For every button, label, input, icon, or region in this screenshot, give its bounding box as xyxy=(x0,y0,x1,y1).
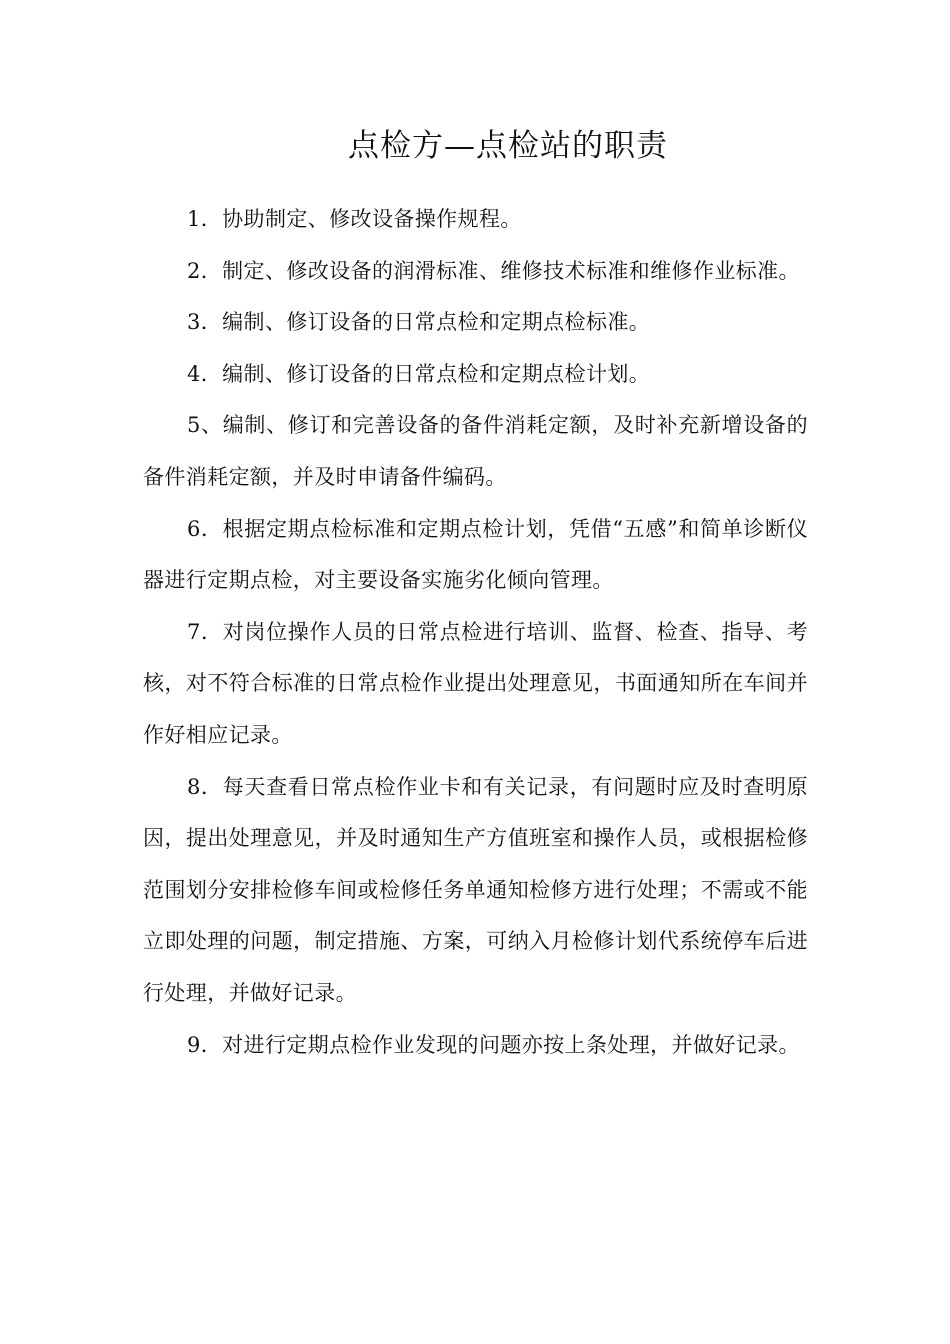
duty-item-4: 4．编制、修订设备的日常点检和定期点检计划。 xyxy=(187,361,651,386)
duty-item-9: 9．对进行定期点检作业发现的问题亦按上条处理，并做好记录。 xyxy=(187,1032,800,1057)
duty-item-8: 8．每天查看日常点检作业卡和有关记录，有问题时应及时查明原因，提出处理意见，并及时通知生产方值班室和操作人员，或根据检修范围划分安排检修车间或检修任务单通知检修方进行处理；不需或不能立即处理的问题，制定措施、方案，可纳入月检修计划代系统停车后进行处理，并做好记录。 xyxy=(143,774,808,1005)
duty-item-7: 7．对岗位操作人员的日常点检进行培训、监督、检查、指导、考核，对不符合标准的日常点检作业提出处理意见，书面通知所在车间并作好相应记录。 xyxy=(143,619,808,747)
document-body xyxy=(143,194,808,1071)
duty-item-6: 6．根据定期点检标准和定期点检计划，凭借“五感”和简单诊断仪器进行定期点检，对主要设备实施劣化倾向管理。 xyxy=(143,516,808,593)
document-title: 点检方—点检站的职责 xyxy=(348,128,668,164)
duty-item-1: 1．协助制定、修改设备操作规程。 xyxy=(187,207,522,231)
duty-item-5: 5、编制、修订和完善设备的备件消耗定额，及时补充新增设备的备件消耗定额，并及时申请备件编码。 xyxy=(143,413,808,489)
duty-item-3: 3．编制、修订设备的日常点检和定期点检标准。 xyxy=(187,310,651,335)
duty-item-2: 2．制定、修改设备的润滑标准、维修技术标准和维修作业标准。 xyxy=(187,258,800,283)
